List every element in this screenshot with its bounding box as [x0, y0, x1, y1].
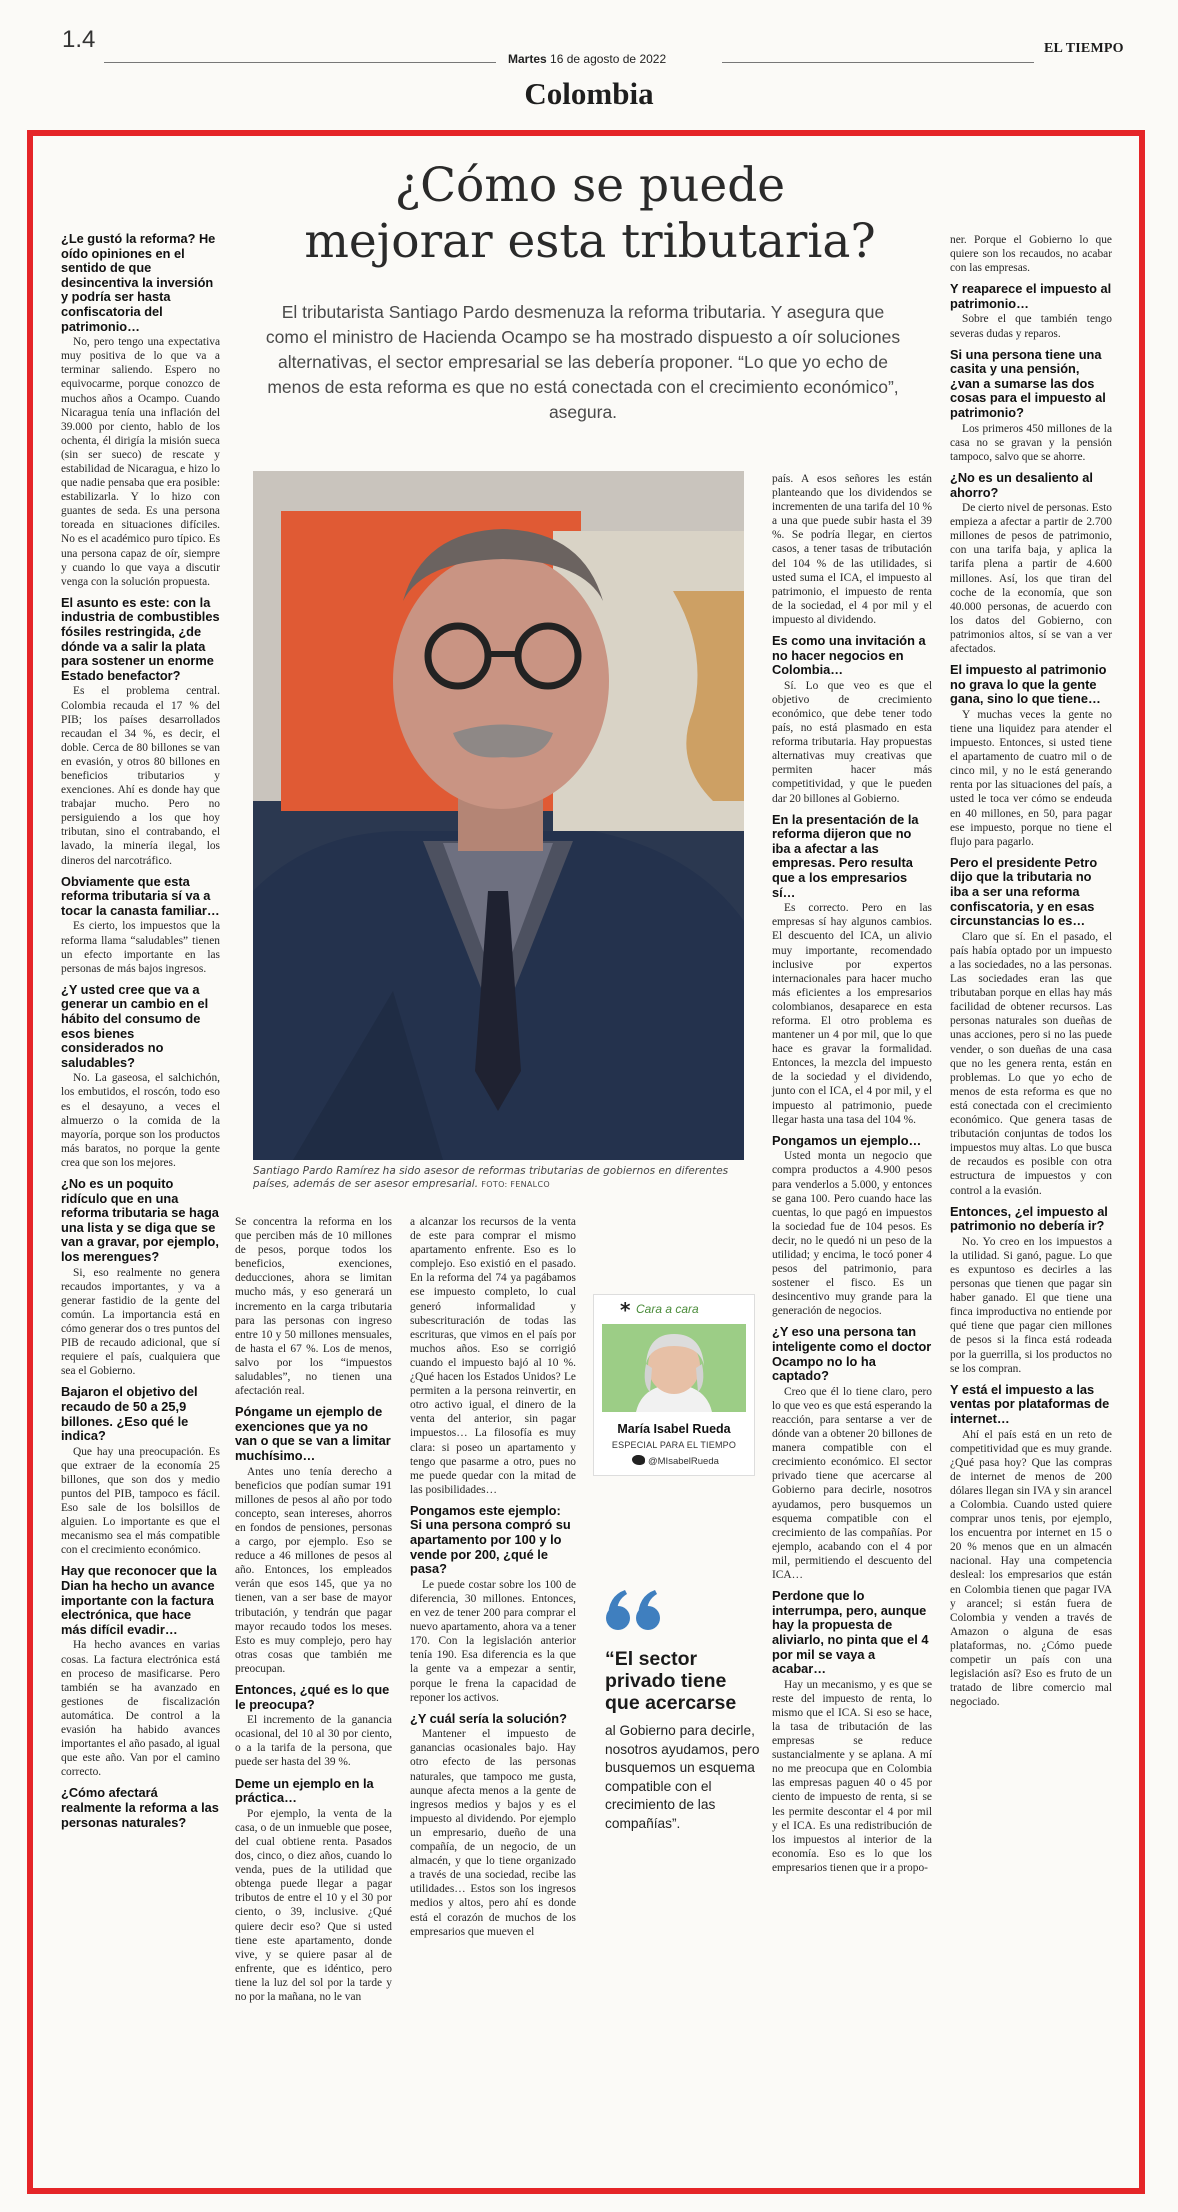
twitter-bird-icon [632, 1455, 645, 1465]
interview-answer: Ha hecho avances en varias cosas. La factura electrónica está en proceso de masificarse. Pero también se ha avanzado en gestiones de fiscalización automática. De control a la evasión ha habido avances importantes el año pasado, al igual que este año. Van por el camino correcto. [61, 1639, 220, 1779]
column-5 [950, 233, 1112, 1709]
interview-question: En la presentación de la reforma dijeron que no iba a afectar a las empresas. Pero resulta que a los empresarios sí… [772, 811, 919, 900]
interview-answer: Ahí el país está en un reto de competitividad que es muy grande. ¿Qué pasa hoy? Que las compras de internet de menos de 200 dólares llegan sin IVA y sin arancel a Colombia. Cuando usted quiere comprar unos tenis, por ejemplo, los encuentra por internet en 15 o 20 % menos que en un almacén nacional. Hay una competencia desleal: los empresarios que están en Colombia tienen que pagar IVA y arancel; si están fuera de Colombia y venden a través de Amazon o alguna de esas plataformas, no. ¿Cómo puede competir un país con una legislación así? Eso es fruto de un tratado de libre comercio mal negociado. [950, 1428, 1112, 1709]
interview-question: Perdone que lo interrumpa, pero, aunque hay la propuesta de aliviarlo, no pinta que el 4 por mil se vaya a acabar… [772, 1588, 929, 1677]
interview-question: Hay que reconocer que la Dian ha hecho un avance importante con la factura electrónica, que hace más difícil evadir… [61, 1563, 217, 1637]
interview-answer: Hay un mecanismo, y es que se reste del impuesto de renta, lo mismo que el ICA. Si eso se hace, la tasa de tributación de las empresas se reduce sustancialmente y se aplana. A mí no me preocupa que en Colombia las empresas paguen 40 o 45 por ciento de impuesto de renta, si se les permite descontar el 4 por mil y el ICA. Es una redistribución de los impuestos al interior de la economía. Eso es lo que los empresarios tienen que ir a propo- [772, 1678, 932, 1874]
photo-credit: FOTO: FENALCO [481, 1180, 550, 1189]
header-rule-right [722, 62, 1034, 63]
photo-caption [253, 1165, 744, 1191]
interview-question: Entonces, ¿el impuesto al patrimonio no debería ir? [950, 1203, 1108, 1234]
column-3 [410, 1215, 576, 1939]
quote-mark-icon [605, 1588, 665, 1634]
interview-question: Pongamos este ejemplo: Si una persona compró su apartamento por 100 y lo vende por 200, ¿qué le pasa? [410, 1502, 571, 1577]
interview-question: El asunto es este: con la industria de combustibles fósiles restringida, ¿de dónde va a salir la plata para sostener un enorme Estado benefactor? [61, 594, 220, 683]
pull-quote-highlight: “El sector privado tiene que acercarse [605, 1648, 737, 1714]
headline [200, 158, 980, 270]
interview-question: ¿Cómo afectará realmente la reforma a las personas naturales? [61, 1785, 219, 1830]
interview-answer: Es correcto. Pero en las empresas sí hay algunos cambios. El descuento del ICA, un alivio muy importante, recomendado inclusive por expertos internacionales para hacer mucho más eficientes a los empresarios colombianos, desaparece en esta reforma. El otro problema es mantener un 4 por mil, que lo que hace es gravar la formalidad. Entonces, la mezcla del impuesto de la sociedad y el dividendo, junto con el ICA, el 4 por mil, y el impuesto al patrimonio, puede llegar hasta una tasa del 104 %. [772, 902, 932, 1126]
author-name: María Isabel Rueda [617, 1422, 731, 1436]
article-lede: El tributarista Santiago Pardo desmenuza la reforma tributaria. Y asegura que como el ministro de Hacienda Ocampo se ha mostrado dispuesto a oír soluciones alternativas, el sector empresarial se las debería proponer. “Lo que yo echo de menos de esta reforma es que no está conectada con el crecimiento económico”, asegura. [265, 302, 901, 422]
interview-answer: país. A esos señores les están planteando que los dividendos se incrementen de una tarifa del 10 % a una que puede subir hasta el 39 %. Se podría llegar, en ciertos casos, a tener tasas de tributación del 104 % de las utilidades, si usted suma el ICA, el impuesto al patrimonio, el impuesto de renta de la sociedad, el 4 por mil y el impuesto al dividendo. [772, 473, 932, 626]
interview-question: ¿No es un desaliento al ahorro? [950, 469, 1093, 500]
column-2 [235, 1215, 392, 2004]
interview-question: Entonces, ¿qué es lo que le preocupa? [235, 1682, 390, 1712]
column-1 [61, 232, 220, 1831]
interview-question: Bajaron el objetivo del recaudo de 50 a 25,9 billones. ¿Eso qué le indica? [61, 1384, 198, 1444]
interview-answer: Mantener el impuesto de ganancias ocasionales bajo. Hay otro efecto de las personas naturales, que tampoco me gusta, aunque afecta menos a la gente de ingresos medios y bajos y es el impuesto al dividendo. Por ejemplo un empresario, dueño de una compañía, de un negocio, de un almacén, y que lo tiene organizado a través de una sociedad, recibe las utilidades… Estos son los ingresos medios y altos, pero ahí es donde está el corazón de muchos de los empresarios que mueven el [410, 1728, 576, 1938]
interview-answer: Si, eso realmente no genera recaudos importantes, y va a generar fastidio de la gente del común. La importancia está en cómo generar dos o tres puntos del PIB de recaudo adicional, que sí requiere el país, cualquiera que sea el Gobierno. [61, 1266, 220, 1378]
interview-question: Deme un ejemplo en la práctica… [235, 1775, 374, 1806]
interview-answer: De cierto nivel de personas. Esto empieza a afectar a partir de 2.700 millones de pesos de patrimonio, con una tarifa baja, y aplica la tarifa plena a partir de 4.600 millones. Así, los que tiran del coche de la economía, que son 40.000 personas, de acuerdo con los datos del Gobierno, con patrimonios altos, sí se van a ver afectados. [950, 502, 1112, 656]
interview-answer: Claro que sí. En el pasado, el país había optado por un impuesto a las sociedades, no a las personas. Las sociedades eran las que tributaban porque en ellas hay más facilidad de obtener recursos. Las personas naturales son dueñas de unas acciones, pero si no las puede vender, o son dueñas de una casa que no les genera renta, están en problemas. Lo que yo echo de menos de esta reforma es que no está conectada con el crecimiento económico. Que genera tasas de tributación conjuntas de todos los impuestos muy altas. Lo que busca de recaudos es posible con otra estructura de impuestos y con control a la evasión. [950, 930, 1112, 1197]
interview-question: Si una persona tiene una casita y una pensión, ¿van a sumarse las dos cosas para el impuesto al patrimonio? [950, 346, 1106, 421]
author-handle: @MIsabelRueda [648, 1456, 719, 1467]
interview-answer: Le puede costar sobre los 100 de diferencia, 30 millones. Entonces, en vez de tener 200 para comprar el nuevo apartamento, ahora va a tener 170. Con la legislación anterior tenía 190. Esa diferencia es la que la gente va a empezar a sentir, porque le frena la capacidad de reponer los activos. [410, 1578, 576, 1704]
column-4 [772, 472, 932, 1875]
headline-line-2: mejorar esta tributaria? [304, 214, 876, 269]
header-rule-left [104, 62, 496, 63]
interview-answer: Se concentra la reforma en los que perciben más de 10 millones de pesos, porque todos los beneficios, exenciones, deducciones, ahora se limitan mucho más, y eso generará un incremento en la carga tributaria para las personas con ingreso entre 10 y 50 millones mensuales, de hasta el 67 %. Los de menos, salvo por los “impuestos saludables”, no tienen una afectación real. [235, 1216, 392, 1398]
interview-answer: El incremento de la ganancia ocasional, del 10 al 30 por ciento, o a la tarifa de la persona, que puede ser hasta del 39 %. [235, 1714, 392, 1769]
interview-answer: Sobre el que también tengo severas dudas y reparos. [950, 313, 1112, 340]
newspaper-logo: EL TIEMPO [1044, 41, 1124, 56]
interview-question: Pero el presidente Petro dijo que la tributaria no iba a ser una reforma confiscatoria, y en esas circunstancias lo es… [950, 854, 1098, 929]
interview-question: ¿Y eso una persona tan inteligente como el doctor Ocampo no lo ha captado? [772, 1324, 932, 1384]
interview-answer: Creo que él lo tiene claro, pero lo que veo es que está esperando la reacción, para sentarse a ver de dónde van a obtener 20 billones de manera compatible con el crecimiento económico. El sector privado tiene que acercarse al Gobierno para decirle, nosotros ayudamos, pero busquemos un esquema compatible con el crecimiento de las compañías. Por ejemplo, acabando con el 4 por mil, permitiendo el descuento del ICA… [772, 1385, 932, 1582]
interview-question: Y reaparece el impuesto al patrimonio… [950, 281, 1112, 311]
interview-answer: Sí. Lo que veo es que el objetivo de crecimiento económico, que debe tener todo país, no está plasmado en esta reforma tributaria. Hay propuestas alternativas muy creativas que permiten hacer más competitividad, y que le pueden dar 20 billones al Gobierno. [772, 679, 932, 805]
author-card [593, 1294, 755, 1476]
interview-answer: Que hay una preocupación. Es que extraer de la economía 25 billones, que son dos y medio puntos del PIB, tampoco es fácil. Eso sale de los bolsillos de alguien. Lo importante es que el mecanismo sea el más compatible con el crecimiento económico. [61, 1445, 220, 1557]
interview-answer: No. La gaseosa, el salchichón, los embutidos, el roscón, todo eso es el desayuno, a veces el almuerzo o la comida de la mayoría, porque son los productos más baratos, no porque la gente crea que son los mejores. [61, 1072, 220, 1169]
interview-question: ¿No es un poquito ridículo que en una reforma tributaria se haga una lista y se diga que se van a gravar, por ejemplo, los merengues? [61, 1176, 219, 1264]
interview-answer: Es cierto, los impuestos que la reforma llama “saludables” tienen un efecto importante en las personas de más bajos ingresos. [61, 920, 220, 975]
card-label: Cara a cara [636, 1302, 699, 1316]
issue-date [508, 52, 666, 66]
interview-question: ¿Y cuál sería la solución? [410, 1710, 567, 1726]
pull-quote-text: al Gobierno para decirle, nosotros ayudamos, pero busquemos un esquema compatible con el crecimiento de las compañías”. [605, 1723, 760, 1831]
interview-answer: Usted monta un negocio que compra productos a 4.900 pesos para venderlos a 5.000, y entonces se gana 100. Pero cuando hace las cuentas, lo que pagó en impuestos la sociedad fue de 104 pesos. Es decir, no le quedó ni un peso de la utilidad; y encima, le tocó poner 4 pesos del patrimonio, para sostener el fisco. Es un desincentivo muy grande para la generación de negocios. [772, 1150, 932, 1318]
portrait-illustration [253, 471, 744, 1160]
author-portrait-illustration [602, 1324, 746, 1412]
author-photo [602, 1324, 746, 1412]
author-role: ESPECIAL PARA EL TIEMPO [611, 1440, 737, 1450]
interview-question: Pongamos un ejemplo… [772, 1132, 922, 1148]
interview-answer: Es el problema central. Colombia recauda el 17 % del PIB; los países desarrollados recaudan el 34 %, es decir, el doble. Cerca de 80 billones se van en evasión, y otros 80 billones en beneficios tributarios y exenciones. Ahí es donde hay que trabajar mucho. Pero no persiguiendo a los que hoy tributan, sino el contrabando, el lavado, la minería ilegal, los dineros del narcotráfico. [61, 685, 220, 867]
caption-text: Santiago Pardo Ramírez ha sido asesor de reformas tributarias de gobiernos en diferentes países, además de ser asesor empresarial. [253, 1165, 729, 1190]
interview-answer: No, pero tengo una expectativa muy positiva de lo que va a terminar saliendo. Espero no equivocarme, porque conozco de muchos años a Ocampo. Cuando Nicaragua tenía una inflación del 39.000 por ciento, hablo de los ochenta, él dirigía la misión sueca (sin ser sueco) de rescate y estabilidad de Nicaragua, e hizo lo que nadie pensaba que era posible: estabilizarla. Y lo hizo con guantes de seda. Es una persona toreada en situaciones difíciles. No es el académico puro típico. Es una persona capaz de oír, siempre y cuando lo que vaya a discutir venga con la solución propuesta. [61, 336, 220, 588]
interview-answer: Por ejemplo, la venta de la casa, o de un inmueble que posee, del cual obtiene renta. Pasados dos, cinco, o diez años, cuando lo venda, pues de la utilidad que obtenga puede llegar a pagar tributos de entre el 10 y el 30 por ciento, o 39, inclusive. ¿Qué quiere decir eso? Que si usted tiene este apartamento, donde vive, y se quiere pasar al de enfrente, que es idéntico, pero tiene la luz del sol por la tarde y no por la mañana, no le van [235, 1807, 392, 2003]
interview-answer: Y muchas veces la gente no tiene una liquidez para atender el impuesto. Entonces, si usted tiene el apartamento de cuatro mil o de cinco mil, y no le está generando renta por las situaciones del país, a usted le toca ver cómo se endeuda en 40 millones, en 50, para pagar ese impuesto, porque no tiene el flujo para pagarlo. [950, 708, 1112, 848]
date-weekday: Martes [508, 52, 547, 66]
page-number: 1.4 [62, 26, 96, 53]
headline-line-1: ¿Cómo se puede [394, 158, 786, 213]
interview-answer: Antes uno tenía derecho a beneficios que podían sumar 191 millones de pesos al año por todo concepto, sean intereses, ahorros en fondos de pensiones, personas a cargo, por ejemplo. Eso se reduce a 46 millones de pesos al año. Entonces, los empleados verán que esos 145, que ya no tienen, van a ser base de mayor tributación, y tendrán que pagar mayor recaudo todos los meses. Esto es muy complejo, pero hay otras cosas que también me preocupan. [235, 1465, 392, 1675]
interview-answer: No. Yo creo en los impuestos a la utilidad. Si ganó, pague. Lo que es expuntoso es decirles a las personas que tienen que pagar sin haber ganado. El que tiene una finca improductiva no entiende por qué tiene que pagar cien millones de pesos si la finca está rodeada por la guerrilla, si los productos no se los compran. [950, 1235, 1112, 1375]
interview-question: Póngame un ejemplo de exenciones que ya no van o que se van a limitar muchísimo… [235, 1404, 391, 1463]
author-twitter[interactable] [632, 1455, 719, 1467]
section-title: Colombia [524, 76, 654, 111]
interview-question: ¿Y usted cree que va a generar un cambio en el hábito del consumo de esos bienes considerados no saludables? [61, 981, 209, 1070]
asterisk-icon: * [620, 1298, 631, 1322]
date-text: 16 de agosto de 2022 [550, 52, 667, 66]
interview-answer: ner. Porque el Gobierno lo que quiere son los recaudos, no acabar con las empresas. [950, 234, 1112, 275]
interviewee-photo [253, 471, 744, 1160]
interview-answer: a alcanzar los recursos de la venta de este para comprar el mismo apartamento enfrente. Eso es lo complejo. Eso existió en el pasado. En la reforma del 74 ya pagábamos ese impuesto completo, lo cual generó informalidad y subescrituración de todas las escrituras, que vimos en el país por muchos años. Eso se corrigió cuando el impuesto bajó al 10 %. ¿Qué hacen los Estados Unidos? Le permiten a la persona reinvertir, en otro activo igual, el dinero de la venta del anterior, sin pagar impuestos… La filosofía es muy clara: si poseo un apartamento y tengo que pasarme a otro, pues no me puede quedar con la mitad de las posibilidades… [410, 1216, 576, 1496]
interview-question: Es como una invitación a no hacer negocios en Colombia… [772, 633, 926, 678]
interview-question: Obviamente que esta reforma tributaria sí va a tocar la canasta familiar… [61, 873, 220, 918]
interview-question: ¿Le gustó la reforma? He oído opiniones en el sentido de que desincentiva la inversión y podría ser hasta confiscatoria del patrimonio… [61, 231, 216, 334]
interview-question: El impuesto al patrimonio no grava lo que la gente gana, sino lo que tiene… [950, 662, 1107, 707]
interview-answer: Los primeros 450 millones de la casa no se gravan y la pensión tampoco, salvo que se ahorre. [950, 422, 1112, 463]
interview-question: Y está el impuesto a las ventas por plataformas de internet… [950, 1381, 1110, 1426]
